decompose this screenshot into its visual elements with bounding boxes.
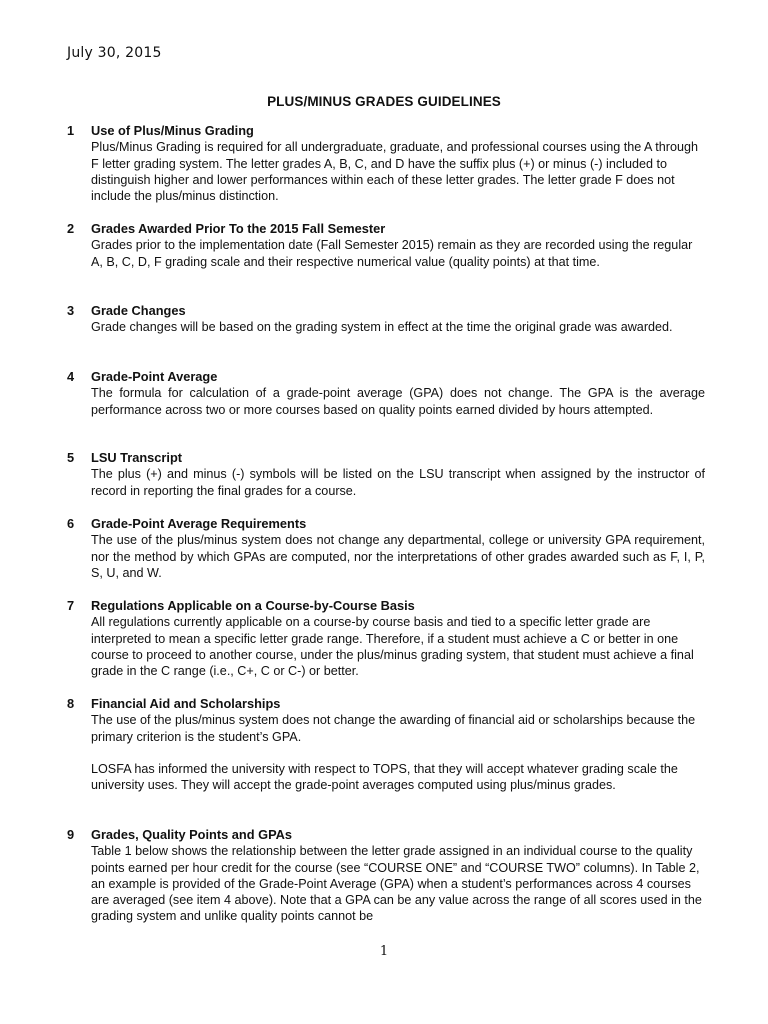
section-paragraph: The formula for calculation of a grade-point average (GPA) does not change. The GPA is the average performance across two or more courses based on quality points earned divided by hours attempted. (91, 386, 705, 417)
section-heading: Grade Changes (91, 303, 186, 318)
section-2 (67, 221, 705, 270)
section-number: 6 (67, 516, 75, 531)
section-4 (67, 369, 705, 418)
section-number: 7 (67, 598, 75, 613)
section-8 (67, 696, 705, 794)
document-title: PLUS/MINUS GRADES GUIDELINES (267, 94, 501, 109)
section-heading: Grades Awarded Prior To the 2015 Fall Semester (91, 221, 386, 236)
page-number: 1 (379, 944, 389, 959)
section-number: 9 (67, 827, 75, 842)
section-heading: Grade-Point Average (91, 369, 218, 384)
section-number: 4 (67, 369, 75, 384)
section-paragraph: Grades prior to the implementation date (Fall Semester 2015) remain as they are recorded using the regular A, B, C, D, F grading scale and their respective numerical value (quality points) at that time. (91, 238, 693, 269)
section-heading: LSU Transcript (91, 450, 183, 465)
section-3 (67, 303, 705, 336)
section-number: 8 (67, 696, 75, 711)
section-7 (67, 598, 705, 679)
section-paragraph: LOSFA has informed the university with respect to TOPS, that they will accept whatever grading scale the university uses. They will accept the grade-point averages computed using plus/minus grades. (91, 762, 678, 793)
section-paragraph: The use of the plus/minus system does not change the awarding of financial aid or scholarships because the primary criterion is the student’s GPA. (91, 713, 696, 744)
section-heading: Grade-Point Average Requirements (91, 516, 307, 531)
section-number: 1 (67, 123, 75, 138)
section-number: 5 (67, 450, 75, 465)
section-paragraph: The use of the plus/minus system does not change any departmental, college or university GPA requirement, nor the method by which GPAs are computed, nor the interpretations of other grades awarded such as F, I, P, S, U, and W. (91, 533, 705, 580)
section-1 (67, 123, 705, 204)
document-date: July 30, 2015 (67, 45, 162, 61)
section-9 (67, 827, 705, 925)
section-5 (67, 450, 705, 499)
section-heading: Financial Aid and Scholarships (91, 696, 281, 711)
section-heading: Regulations Applicable on a Course-by-Course Basis (91, 598, 415, 613)
section-number: 3 (67, 303, 75, 318)
section-paragraph: Plus/Minus Grading is required for all undergraduate, graduate, and professional courses using the A through F letter grading system. The letter grades A, B, C, and D have the suffix plus (+) or minus (-) included to distinguish higher and lower performances within each of these letter grades. The letter grade F does not include the plus/minus distinction. (91, 140, 698, 204)
section-paragraph: All regulations currently applicable on a course-by course basis and tied to a specific letter grade are interpreted to mean a specific letter grade range. Therefore, if a student must achieve a C or better in one course to proceed to another course, under the plus/minus grading system, that student must achieve a final grade in the C range (i.e., C+, C or C-) or better. (91, 615, 694, 679)
section-heading: Grades, Quality Points and GPAs (91, 827, 293, 842)
section-heading: Use of Plus/Minus Grading (91, 123, 254, 138)
section-paragraph: The plus (+) and minus (-) symbols will be listed on the LSU transcript when assigned by the instructor of record in reporting the final grades for a course. (91, 467, 705, 498)
section-number: 2 (67, 221, 75, 236)
section-6 (67, 516, 705, 581)
section-paragraph: Table 1 below shows the relationship between the letter grade assigned in an individual course to the quality points earned per hour credit for the course (see “COURSE ONE” and “COURSE TWO” columns). In Table 2, an example is provided of the Grade-Point Average (GPA) when a student’s performances across 4 courses are averaged (see item 4 above). Note that a GPA can be any value across the range of all scores used in the grading system and unlike quality points cannot be (91, 844, 702, 924)
section-paragraph: Grade changes will be based on the grading system in effect at the time the original grade was awarded. (91, 320, 673, 335)
